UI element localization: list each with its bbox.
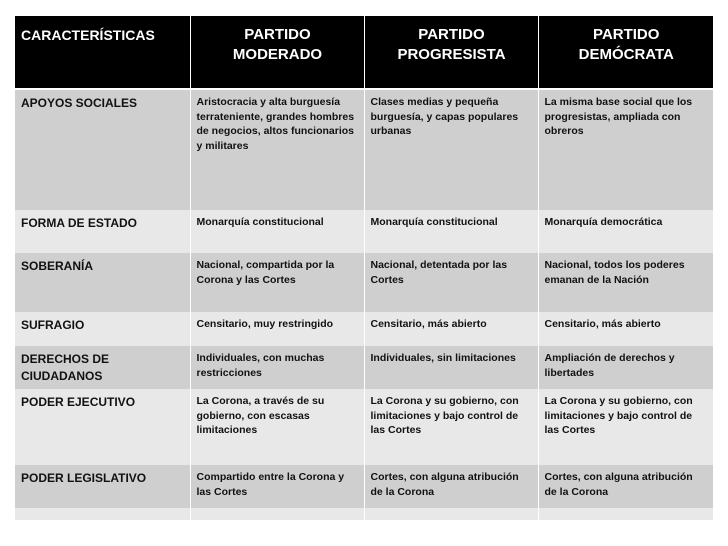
- row-label-forma-de-estado: FORMA DE ESTADO: [15, 210, 190, 253]
- cell-democrata: Nacional, todos los poderes emanan de la Nación: [538, 253, 713, 312]
- empty-cell: [15, 508, 190, 520]
- cell-progresista: Cortes, con alguna atribución de la Corona: [364, 465, 538, 508]
- header-moderado-line2: MODERADO: [232, 46, 323, 63]
- empty-cell: [364, 508, 538, 520]
- cell-progresista: Clases medias y pequeña burguesía, y capas populares urbanas: [364, 89, 538, 210]
- header-partido-democrata: [538, 16, 713, 89]
- cell-democrata: La misma base social que los progresistas, ampliada con obreros: [538, 89, 713, 210]
- table-row: [15, 210, 713, 253]
- cell-democrata: Ampliación de derechos y libertades: [538, 346, 713, 389]
- table-header-row: [15, 16, 713, 89]
- comparison-table-container: [15, 16, 713, 520]
- table-row: [15, 89, 713, 210]
- header-moderado-line1: PARTIDO: [244, 26, 311, 43]
- cell-moderado: Censitario, muy restringido: [190, 312, 364, 346]
- table-row: [15, 253, 713, 312]
- table-row: [15, 312, 713, 346]
- header-progresista-line1: PARTIDO: [418, 26, 485, 43]
- table-row: [15, 389, 713, 465]
- header-partido-progresista: [364, 16, 538, 89]
- row-label-apoyos-sociales: APOYOS SOCIALES: [15, 89, 190, 210]
- row-label-soberania: SOBERANÍA: [15, 253, 190, 312]
- row-label-derechos-de-ciudadanos: DERECHOS DE CIUDADANOS: [15, 346, 190, 389]
- header-democrata-line1: PARTIDO: [593, 26, 660, 43]
- cell-progresista: Individuales, sin limitaciones: [364, 346, 538, 389]
- cell-moderado: Nacional, compartida por la Corona y las Cortes: [190, 253, 364, 312]
- row-label-poder-ejecutivo: PODER EJECUTIVO: [15, 389, 190, 465]
- row-label-sufragio: SUFRAGIO: [15, 312, 190, 346]
- cell-moderado: Monarquía constitucional: [190, 210, 364, 253]
- empty-cell: [190, 508, 364, 520]
- table-row-empty: [15, 508, 713, 520]
- table-row: [15, 346, 713, 389]
- cell-moderado: Compartido entre la Corona y las Cortes: [190, 465, 364, 508]
- cell-moderado: La Corona, a través de su gobierno, con escasas limitaciones: [190, 389, 364, 465]
- cell-progresista: Monarquía constitucional: [364, 210, 538, 253]
- cell-democrata: La Corona y su gobierno, con limitaciones y bajo control de las Cortes: [538, 389, 713, 465]
- header-progresista-line2: PROGRESISTA: [397, 46, 506, 63]
- cell-democrata: Cortes, con alguna atribución de la Corona: [538, 465, 713, 508]
- cell-progresista: Nacional, detentada por las Cortes: [364, 253, 538, 312]
- row-label-poder-legislativo: PODER LEGISLATIVO: [15, 465, 190, 508]
- cell-progresista: La Corona y su gobierno, con limitaciones y bajo control de las Cortes: [364, 389, 538, 465]
- cell-moderado: Aristocracia y alta burguesía terrateniente, grandes hombres de negocios, altos funcionarios y militares: [190, 89, 364, 210]
- header-caracteristicas-label: CARACTERÍSTICAS: [21, 27, 155, 43]
- cell-democrata: Censitario, más abierto: [538, 312, 713, 346]
- cell-democrata: Monarquía democrática: [538, 210, 713, 253]
- empty-cell: [538, 508, 713, 520]
- cell-progresista: Censitario, más abierto: [364, 312, 538, 346]
- table-row: [15, 465, 713, 508]
- header-partido-moderado: [190, 16, 364, 89]
- cell-moderado: Individuales, con muchas restricciones: [190, 346, 364, 389]
- header-caracteristicas: [15, 16, 190, 89]
- header-democrata-line2: DEMÓCRATA: [578, 46, 674, 63]
- party-comparison-table: [15, 16, 713, 520]
